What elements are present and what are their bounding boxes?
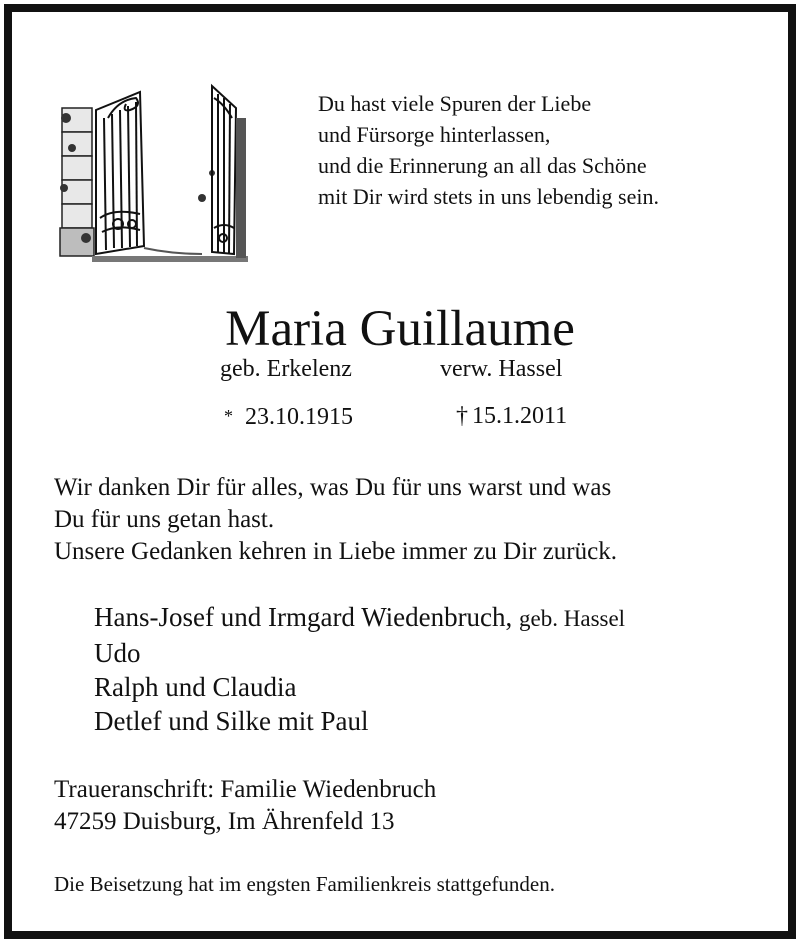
gate-leaf-right	[212, 86, 236, 254]
poem-line: und die Erinnerung an all das Schöne	[318, 153, 647, 178]
address-line: Traueranschrift: Familie Wiedenbruch	[54, 776, 437, 803]
thanks-line: Wir danken Dir für alles, was Du für uns warst und was	[54, 474, 612, 501]
birth-date-line	[224, 400, 353, 433]
open-gate-illustration	[52, 78, 248, 262]
mourner-entry	[94, 600, 625, 636]
death-date-line	[456, 400, 567, 432]
death-date: 15.1.2011	[472, 403, 568, 429]
mourner-entry: Udo	[94, 638, 141, 668]
thanks-text	[54, 472, 617, 568]
mourner-entry: Detlef und Silke mit Paul	[94, 706, 369, 736]
memorial-poem	[318, 88, 659, 212]
poem-line: Du hast viele Spuren der Liebe	[318, 91, 592, 116]
death-cross-icon: †	[456, 403, 468, 429]
mourning-address	[54, 774, 436, 838]
address-line: 47259 Duisburg, Im Ährenfeld 13	[54, 808, 395, 835]
poem-line: mit Dir wird stets in uns lebendig sein.	[318, 184, 659, 209]
obituary-notice	[4, 4, 796, 939]
burial-note: Die Beisetzung hat im engsten Familienkreis stattgefunden.	[54, 872, 555, 896]
mourners-list	[94, 600, 625, 738]
maiden-name: geb. Erkelenz	[220, 356, 352, 382]
widowed-name: verw. Hassel	[440, 356, 563, 382]
stone-pillar	[60, 108, 94, 256]
mourner-names: Hans-Josef und Irmgard Wiedenbruch,	[94, 602, 513, 632]
gate-leaf-left	[96, 92, 144, 254]
birth-star-icon: *	[224, 406, 233, 426]
poem-line: und Fürsorge hinterlassen,	[318, 122, 551, 147]
deceased-name: Maria Guillaume	[225, 301, 575, 357]
thanks-line: Unsere Gedanken kehren in Liebe immer zu Dir zurück.	[54, 538, 617, 565]
thanks-line: Du für uns getan hast.	[54, 506, 275, 533]
mourner-maiden-name: geb. Hassel	[519, 606, 626, 631]
birth-date: 23.10.1915	[245, 404, 353, 430]
mourner-entry: Ralph und Claudia	[94, 672, 297, 702]
